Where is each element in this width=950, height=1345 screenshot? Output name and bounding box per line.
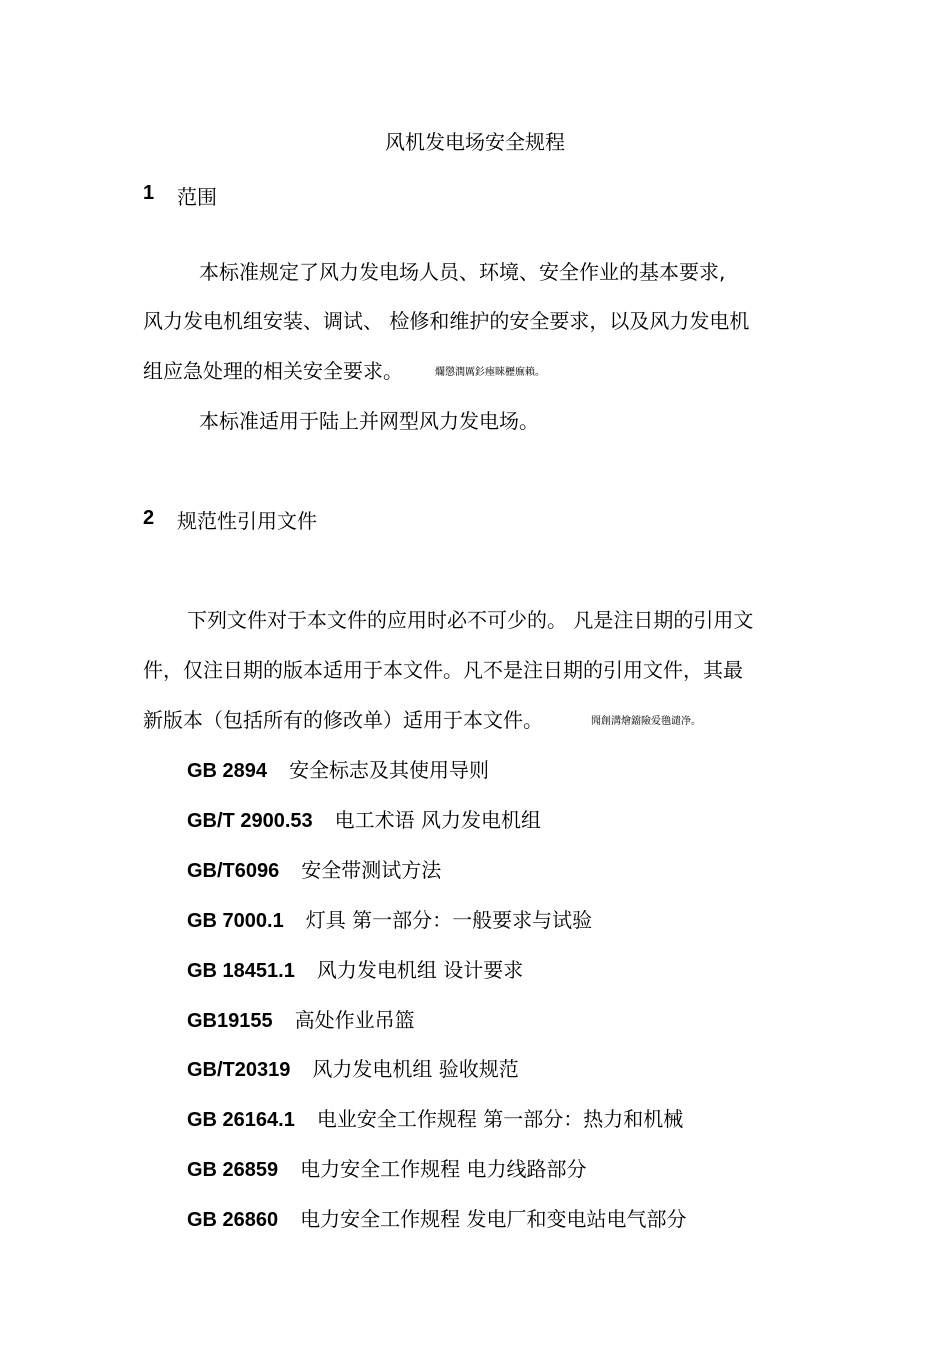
reference-code: GB 2894 [187, 760, 268, 782]
reference-code: GB/T6096 [187, 860, 280, 882]
section-1-line-4: 本标准适用于陆上并网型风力发电场。 [199, 409, 539, 433]
section-2-number: 2 [143, 507, 155, 529]
section-1-line-2: 风力发电机组安装、调试、 检修和维护的安全要求，以及风力发电机 [143, 309, 750, 333]
reference-title: 安全带测试方法 [301, 858, 442, 882]
reference-title: 电力安全工作规程 电力线路部分 [300, 1157, 587, 1181]
reference-code: GB 18451.1 [187, 960, 295, 982]
reference-title: 安全标志及其使用导则 [289, 758, 490, 782]
reference-code: GB 26860 [187, 1209, 279, 1231]
reference-item [187, 904, 592, 933]
section-1-line-3: 组应急处理的相关安全要求。 [143, 359, 403, 383]
section-2-line-1: 下列文件对于本文件的应用时必不可少的。 凡是注日期的引用文 [187, 608, 754, 632]
reference-item [187, 804, 541, 833]
reference-item [187, 1153, 587, 1182]
reference-code: GB 26859 [187, 1159, 279, 1181]
reference-item [187, 1004, 415, 1033]
reference-code: GB 7000.1 [187, 910, 284, 932]
section-1-watermark: 爛懲潤厲釤瘞睞櫪廡賴。 [435, 367, 545, 378]
reference-code: GB 26164.1 [187, 1109, 295, 1131]
reference-item [187, 854, 441, 883]
reference-item [187, 754, 489, 783]
reference-title: 风力发电机组 验收规范 [312, 1057, 519, 1081]
reference-code: GB/T20319 [187, 1059, 291, 1081]
reference-code: GB19155 [187, 1010, 273, 1032]
reference-item [187, 1203, 687, 1232]
section-1-number: 1 [143, 182, 155, 204]
reference-item [187, 1103, 683, 1132]
section-2-watermark: 聞創溝燴鐺險爱氇谴净。 [591, 716, 701, 727]
reference-title: 风力发电机组 设计要求 [316, 958, 524, 982]
reference-item [187, 954, 523, 983]
reference-title: 电业安全工作规程 第一部分：热力和机械 [316, 1107, 684, 1131]
reference-item [187, 1053, 519, 1082]
reference-code: GB/T 2900.53 [187, 810, 313, 832]
document-title: 风机发电场安全规程 [385, 130, 565, 154]
section-2-line-3: 新版本（包括所有的修改单）适用于本文件。 [143, 708, 543, 732]
reference-title: 灯具 第一部分：一般要求与试验 [305, 908, 593, 932]
reference-title: 电工术语 风力发电机组 [334, 808, 541, 832]
section-1-line-1: 本标准规定了风力发电场人员、环境、安全作业的基本要求, [199, 260, 726, 284]
section-1-heading: 范围 [177, 185, 217, 209]
reference-title: 高处作业吊篮 [294, 1008, 415, 1032]
section-2-line-2: 件，仅注日期的版本适用于本文件。凡不是注日期的引用文件，其最 [143, 658, 743, 682]
section-2-heading: 规范性引用文件 [177, 509, 317, 533]
reference-title: 电力安全工作规程 发电厂和变电站电气部分 [300, 1207, 687, 1231]
